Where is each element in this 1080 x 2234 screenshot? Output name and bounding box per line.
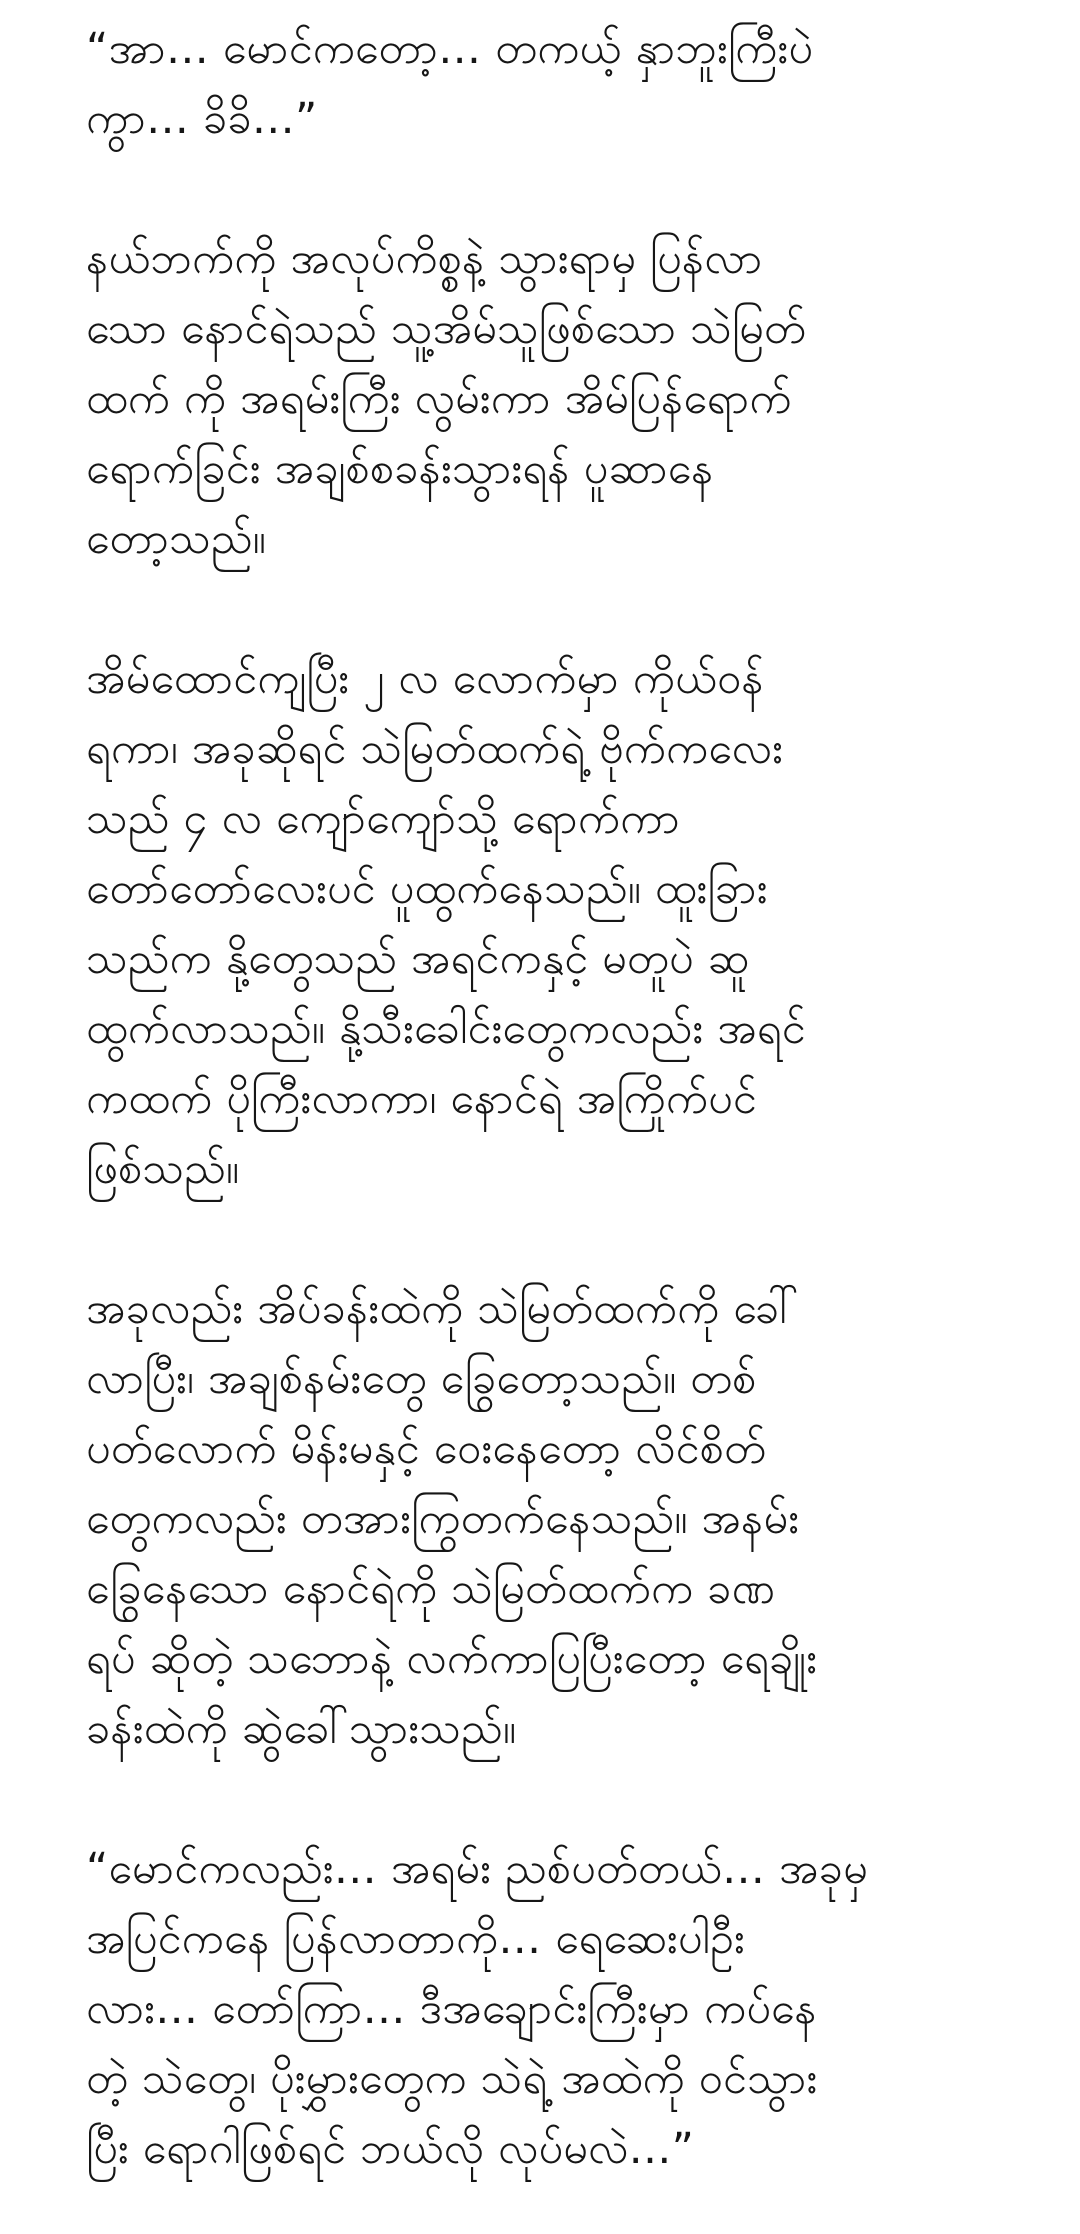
story-paragraph-5: “မောင်ကလည်း… အရမ်း ညစ်ပတ်တယ်… အခုမှ အပြင်ကနေ ပြန်လာတာကို… ရေဆေးပါဦး လား… တော်ကြာ… ဒီအချောင်းကြီးမှာ ကပ်နေ တဲ့ သဲတွေ၊ ပိုးမွှားတွေက သဲရဲ့ အထဲကို ဝင်သွား ပြီး ရောဂါဖြစ်ရင် ဘယ်လို လုပ်မလဲ…” (86, 1844, 868, 2174)
story-paragraph-1: “အာ… မောင်ကတော့… တကယ့် နှာဘူးကြီးပဲ ကွာ… ခိခိ…” (86, 24, 814, 144)
paragraph-spacer (86, 154, 1010, 224)
paragraph-spacer (86, 1204, 1010, 1274)
story-paragraph-2: နယ်ဘက်ကို အလုပ်ကိစ္စနဲ့ သွားရာမှ ပြန်လာ သော နောင်ရဲသည် သူ့အိမ်သူဖြစ်သော သဲမြတ် ထက် ကို အရမ်းကြီး လွမ်းကာ အိမ်ပြန်ရောက် ရောက်ခြင်း အချစ်စခန်းသွားရန် ပူဆာနေ တော့သည်။ (86, 234, 806, 564)
story-paragraph-3: အိမ်ထောင်ကျပြီး ၂ လ လောက်မှာ ကိုယ်ဝန် ရကာ၊ အခုဆိုရင် သဲမြတ်ထက်ရဲ့ ဗိုက်ကလေး သည် ၄ လ ကျော်ကျော်သို့ ရောက်ကာ တော်တော်လေးပင် ပူထွက်နေသည်။ ထူးခြား သည်က နို့တွေသည် အရင်ကနှင့် မတူပဲ ဆူ ထွက်လာသည်။ နို့သီးခေါင်းတွေကလည်း အရင် ကထက် ပိုကြီးလာကာ၊ နောင်ရဲ အကြိုက်ပင် ဖြစ်သည်။ (86, 654, 806, 1194)
paragraph-spacer (86, 1764, 1010, 1834)
paragraph-spacer (86, 574, 1010, 644)
story-paragraph-4: အခုလည်း အိပ်ခန်းထဲကို သဲမြတ်ထက်ကို ခေါ် လာပြီး၊ အချစ်နမ်းတွေ ခြွေတော့သည်။ တစ် ပတ်လောက် မိန်းမနှင့် ဝေးနေတော့ လိင်စိတ် တွေကလည်း တအားကြွတက်နေသည်။ အနမ်း ခြွေနေသော နောင်ရဲကို သဲမြတ်ထက်က ခဏ ရပ် ဆိုတဲ့ သဘောနဲ့ လက်ကာပြပြီးတော့ ရေချိုး ခန်းထဲကို ဆွဲခေါ်သွားသည်။ (86, 1284, 818, 1754)
